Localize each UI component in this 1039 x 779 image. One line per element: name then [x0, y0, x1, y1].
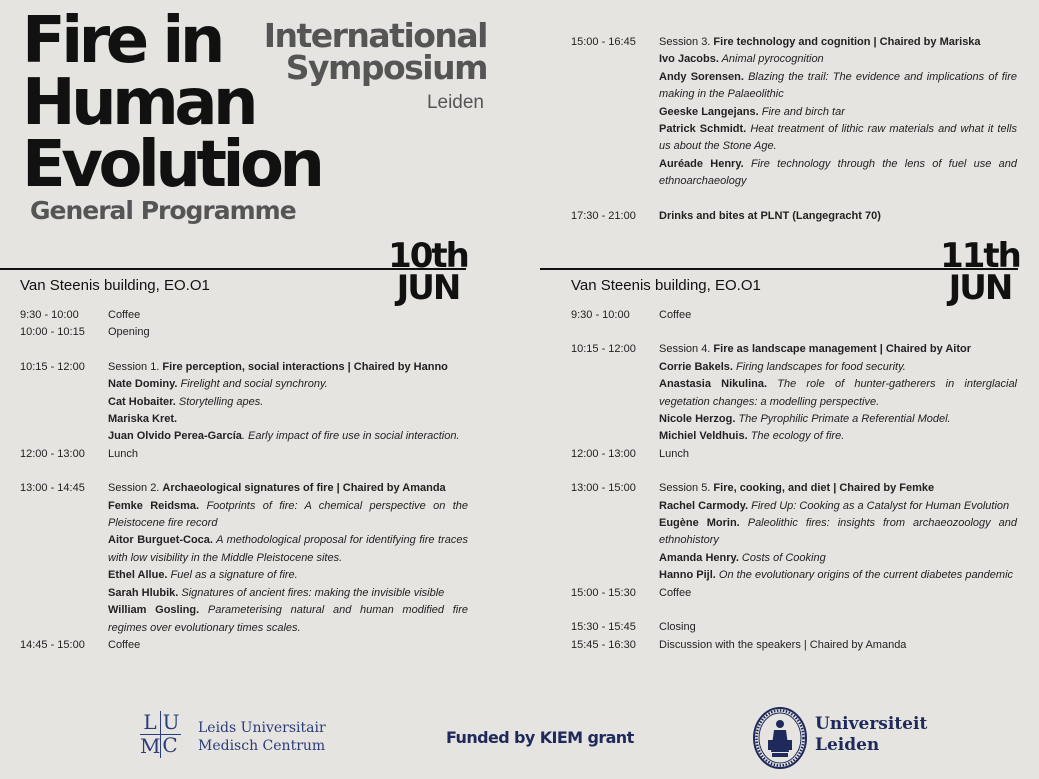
talk — [108, 585, 468, 602]
venue-day2: Van Steenis building, EO.O1 — [571, 277, 761, 294]
schedule-row — [571, 208, 1017, 225]
lumc-letter: C — [162, 733, 178, 757]
speaker-name: Eugène Morin. — [659, 517, 740, 530]
entry-content — [659, 480, 1017, 584]
speaker-name: Mariska Kret. — [108, 413, 178, 426]
speaker-name: Nicole Herzog. — [659, 413, 736, 426]
title-line: Fire in — [22, 4, 221, 78]
schedule-row — [571, 637, 1017, 654]
time-slot: 10:15 - 12:00 — [20, 360, 85, 373]
talk — [108, 498, 468, 533]
session-title: Fire technology and cognition | Chaired by Mariska — [713, 36, 981, 48]
session-block — [571, 34, 1017, 191]
title-line: Human — [22, 66, 255, 140]
talk — [108, 394, 468, 411]
talk — [659, 121, 1017, 156]
entry-content — [108, 480, 468, 637]
event-label: Drinks and bites at PLNT (Langegracht 70) — [659, 209, 881, 222]
entry-content — [108, 324, 468, 341]
session-heading — [659, 480, 1017, 497]
speaker-name: Nate Dominy. — [108, 378, 178, 391]
talk-title: Signatures of ancient fires: making the invisible visible — [178, 586, 445, 599]
entry-content — [108, 637, 468, 654]
entry-content — [659, 208, 1017, 225]
session-heading — [659, 341, 1017, 358]
talk — [659, 156, 1017, 191]
session-heading — [108, 359, 468, 376]
schedule-day2 — [571, 307, 1017, 654]
schedule-day1 — [20, 307, 468, 654]
time-slot: 15:30 - 15:45 — [571, 621, 636, 634]
entry-content — [108, 359, 468, 446]
speaker-name: William Gosling. — [108, 604, 200, 617]
session-number: Session 5. — [659, 482, 714, 495]
lumc-letter: M — [140, 734, 161, 758]
event-label: Discussion with the speakers | Chaired by Amanda — [659, 638, 907, 651]
time-slot: 12:00 - 13:00 — [571, 447, 636, 460]
leiden-name — [815, 714, 927, 756]
time-slot: 12:00 - 13:00 — [20, 447, 85, 460]
symposium-label — [263, 16, 487, 87]
talk-title: Blazing the trail: The evidence and implications of fire making in the Palaeolithic — [659, 70, 1017, 101]
leiden-name-line: Leiden — [815, 735, 880, 755]
talk-title: Fire technology through the lens of fuel use and ethnoarchaeology — [659, 157, 1017, 188]
date-month: JUN — [948, 268, 1012, 308]
lumc-letter: U — [160, 711, 181, 735]
talk-title: Paleolithic fires: insights from archaeozoology and ethnohistory — [659, 517, 1018, 547]
spacer — [571, 191, 1017, 208]
talk — [108, 602, 468, 637]
symposium-line: International — [263, 16, 487, 55]
talk-title: The role of hunter-gatherers in interglacial vegetation changes: a modelling perspective. — [659, 378, 1018, 408]
talk-title: The ecology of fire. — [747, 430, 845, 443]
lumc-name — [198, 719, 326, 755]
speaker-name: Hanno Pijl. — [659, 569, 716, 582]
talk-title: The Pyrophilic Primate a Referential Model. — [735, 413, 951, 426]
entry-content — [108, 307, 468, 324]
talk — [108, 376, 468, 393]
entry-content — [108, 446, 468, 463]
speaker-name: Sarah Hlubik. — [108, 586, 179, 599]
speaker-name: Juan Olvido Perea-García — [108, 430, 242, 443]
talk — [659, 376, 1017, 411]
time-slot: 10:15 - 12:00 — [571, 343, 636, 356]
speaker-name: Rachel Carmody. — [659, 499, 749, 512]
talk-title: Firelight and social synchrony. — [177, 378, 328, 391]
time-slot: 13:00 - 15:00 — [571, 482, 636, 495]
session-block — [571, 480, 1017, 584]
session-heading — [108, 480, 468, 497]
leiden-name-line: Universiteit — [815, 714, 928, 734]
talk — [108, 428, 468, 445]
spacer — [20, 342, 468, 359]
speaker-name: Corrie Bakels. — [659, 360, 733, 373]
entry-content — [659, 341, 1017, 445]
talk — [659, 51, 1017, 68]
event-label: Coffee — [108, 309, 141, 321]
session-number: Session 4. — [659, 343, 714, 356]
talk — [659, 498, 1017, 515]
talk-title: . Early impact of fire use in social interaction. — [241, 430, 460, 443]
speaker-name: Ethel Allue. — [108, 569, 168, 582]
speaker-name: Auréade Henry. — [659, 157, 744, 170]
entry-content — [659, 637, 1017, 654]
speaker-name: Anastasia Nikulina. — [659, 378, 768, 391]
time-slot: 15:00 - 15:30 — [571, 586, 636, 599]
title-line: Evolution — [22, 128, 321, 202]
talk-title: On the evolutionary origins of the current diabetes pandemic — [715, 569, 1014, 582]
talk — [659, 359, 1017, 376]
talk-title: Heat treatment of lithic raw materials and what it tells us about the Stone Age. — [659, 123, 1017, 153]
speaker-name: Andy Sorensen. — [659, 70, 744, 83]
entry-content — [659, 585, 1017, 602]
event-label: Opening — [108, 326, 150, 339]
talk — [659, 428, 1017, 445]
speaker-name: Patrick Schmidt. — [659, 123, 747, 136]
symposium-line: Symposium — [285, 48, 487, 87]
entry-content — [659, 446, 1017, 463]
time-slot: 9:30 - 10:00 — [20, 309, 79, 321]
speaker-name: Amanda Henry. — [659, 551, 739, 564]
time-slot: 10:00 - 10:15 — [20, 326, 85, 339]
spacer — [571, 602, 1017, 619]
event-label: Lunch — [108, 447, 138, 460]
talk — [108, 411, 468, 428]
programme-subtitle: General Programme — [30, 196, 296, 225]
event-label: Coffee — [659, 586, 692, 599]
schedule-row — [571, 307, 1017, 324]
session-number: Session 1. — [108, 360, 163, 373]
talk-title: Fuel as a signature of fire. — [167, 569, 298, 582]
funding-note: Funded by KIEM grant — [446, 728, 634, 747]
time-slot: 14:45 - 15:00 — [20, 638, 85, 651]
schedule-row — [20, 637, 468, 654]
speaker-name: Ivo Jacobs. — [659, 53, 719, 66]
session-block — [571, 341, 1017, 445]
date-month: JUN — [396, 268, 460, 308]
talk-title: A methodological proposal for identifying fire traces with low visibility in the Middle Pleistocene sites. — [108, 534, 468, 564]
session-title: Fire, cooking, and diet | Chaired by Femke — [713, 482, 935, 495]
time-slot: 17:30 - 21:00 — [571, 209, 636, 222]
entry-content — [659, 307, 1017, 324]
session-heading — [659, 34, 1017, 51]
schedule-row — [20, 324, 468, 341]
speaker-name: Michiel Veldhuis. — [659, 430, 748, 443]
session-title: Fire perception, social interactions | Chaired by Hanno — [162, 360, 448, 373]
time-slot: 9:30 - 10:00 — [571, 309, 630, 321]
speaker-name: Cat Hobaiter. — [108, 395, 176, 408]
session-number: Session 3. — [659, 36, 714, 48]
entry-content — [659, 619, 1017, 636]
talk — [659, 104, 1017, 121]
lumc-letter: L — [143, 710, 157, 734]
leiden-seal-icon — [752, 706, 808, 770]
talk-title: Parameterising natural and human modified fire regimes over evolutionary times scales. — [108, 604, 469, 634]
speaker-name: Femke Reidsma. — [108, 499, 200, 512]
time-slot: 13:00 - 14:45 — [20, 482, 85, 495]
talk — [659, 515, 1017, 550]
spacer — [20, 463, 468, 480]
lumc-logo — [140, 711, 180, 757]
talk — [108, 567, 468, 584]
date-badge-day1 — [388, 236, 468, 308]
schedule-row — [571, 446, 1017, 463]
talk-title: Fired Up: Cooking as a Catalyst for Human Evolution — [748, 499, 1010, 512]
talk-title: Footprints of fire: A chemical perspective on the Pleistocene fire record — [108, 499, 468, 530]
event-label: Coffee — [108, 638, 141, 651]
talk-title: Costs of Cooking — [738, 551, 826, 564]
speaker-name: Aitor Burguet-Coca. — [108, 534, 213, 547]
talk — [659, 567, 1017, 584]
entry-content — [659, 34, 1017, 191]
schedule-row — [571, 619, 1017, 636]
venue-day1: Van Steenis building, EO.O1 — [20, 277, 210, 294]
event-label: Lunch — [659, 447, 689, 460]
talk — [659, 550, 1017, 567]
talk-title: Animal pyrocognition — [718, 53, 824, 66]
date-badge-day2 — [940, 236, 1020, 308]
date-day: 11th — [940, 236, 1020, 276]
talk — [108, 532, 468, 567]
session-block — [20, 480, 468, 637]
lumc-name-line: Leids Universitair — [198, 720, 326, 736]
session-block — [20, 359, 468, 446]
schedule-row — [20, 307, 468, 324]
session-number: Session 2. — [108, 482, 163, 495]
talk-title: Firing landscapes for food security. — [732, 360, 906, 373]
spacer — [571, 324, 1017, 341]
schedule-day1-afternoon — [571, 34, 1017, 225]
talk — [659, 69, 1017, 104]
talk-title: Storytelling apes. — [175, 395, 264, 408]
event-label: Closing — [659, 621, 696, 634]
time-slot: 15:45 - 16:30 — [571, 638, 636, 651]
speaker-name: Geeske Langejans. — [659, 105, 759, 118]
session-title: Archaeological signatures of fire | Chaired by Amanda — [162, 482, 446, 495]
event-label: Coffee — [659, 309, 692, 321]
date-day: 10th — [388, 236, 468, 276]
talk — [659, 411, 1017, 428]
time-slot: 15:00 - 16:45 — [571, 36, 636, 48]
schedule-row — [20, 446, 468, 463]
spacer — [571, 463, 1017, 480]
talk-title: Fire and birch tar — [758, 105, 845, 118]
schedule-row — [571, 585, 1017, 602]
session-title: Fire as landscape management | Chaired by Aitor — [713, 343, 972, 356]
location-label: Leiden — [426, 92, 484, 113]
lumc-name-line: Medisch Centrum — [198, 738, 326, 754]
